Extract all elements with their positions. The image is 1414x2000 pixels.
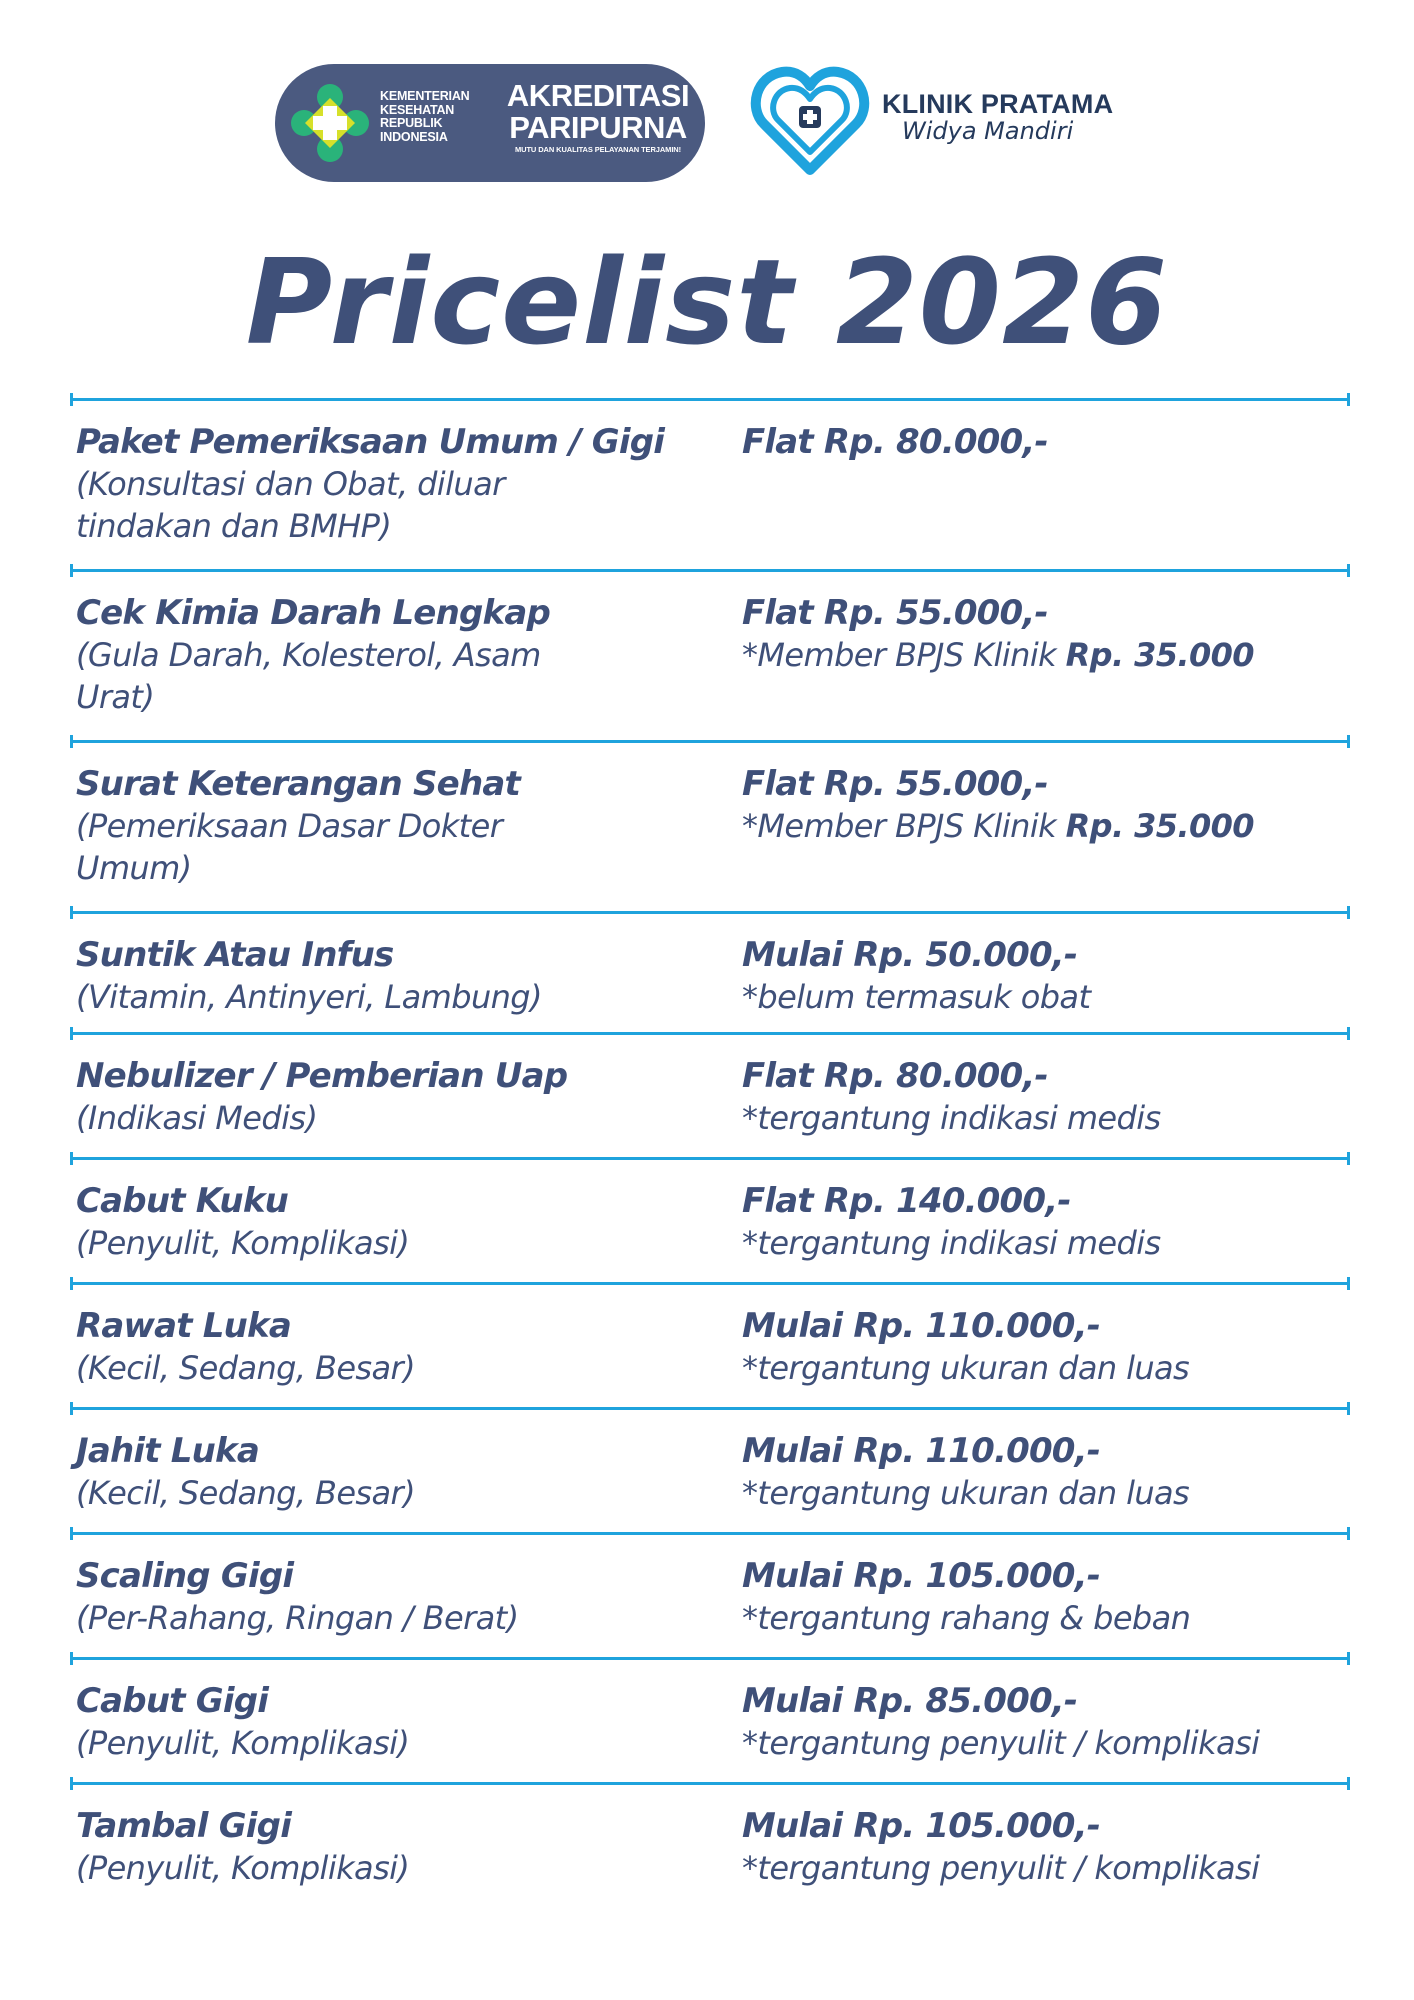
service-name: Cek Kimia Darah Lengkap	[76, 593, 551, 633]
service-info	[76, 1430, 696, 1514]
service-description: Umum)	[76, 849, 192, 887]
service-name: Cabut Gigi	[76, 1681, 269, 1721]
price-note-text: *Member BPJS Klinik	[742, 807, 1066, 845]
service-description: (Kecil, Sedang, Besar)	[76, 1474, 415, 1512]
service-price: Flat Rp. 55.000,-	[742, 593, 1048, 633]
price-info	[742, 1180, 1362, 1264]
service-price: Flat Rp. 140.000,-	[742, 1181, 1071, 1221]
service-name: Suntik Atau Infus	[76, 935, 394, 975]
price-note-text: *tergantung ukuran dan luas	[742, 1349, 1190, 1387]
service-price: Flat Rp. 80.000,-	[742, 1056, 1048, 1096]
service-description: (Indikasi Medis)	[76, 1099, 318, 1137]
price-item	[70, 1410, 1350, 1532]
price-note	[742, 1347, 1362, 1389]
service-name: Jahit Luka	[76, 1431, 259, 1471]
price-note	[742, 1097, 1362, 1139]
price-note-text: *tergantung indikasi medis	[742, 1099, 1161, 1137]
price-info	[742, 1805, 1362, 1889]
service-info	[76, 763, 696, 889]
service-name: Surat Keterangan Sehat	[76, 764, 520, 804]
kemenkes-line-3: REPUBLIK	[380, 116, 443, 130]
kemenkes-line-4: INDONESIA	[380, 129, 448, 144]
header	[0, 0, 1414, 210]
price-note-text: *belum termasuk obat	[742, 978, 1091, 1016]
service-description: tindakan dan BMHP)	[76, 507, 392, 545]
accreditation-text	[498, 80, 698, 155]
price-note	[742, 805, 1362, 847]
price-note-text: *tergantung ukuran dan luas	[742, 1474, 1190, 1512]
price-note	[742, 1222, 1362, 1264]
price-item	[70, 1785, 1350, 1915]
service-price: Mulai Rp. 85.000,-	[742, 1681, 1078, 1721]
member-price: Rp. 35.000	[1065, 807, 1254, 845]
price-item	[70, 401, 1350, 569]
kemenkes-line-1: KEMENTERIAN	[380, 89, 470, 103]
kemenkes-name	[380, 90, 490, 144]
price-note-text: *Member BPJS Klinik	[742, 636, 1066, 674]
price-list	[70, 398, 1350, 1915]
service-price: Flat Rp. 55.000,-	[742, 764, 1048, 804]
price-note	[742, 634, 1362, 676]
price-note	[742, 1597, 1362, 1639]
clinic-subtitle: Widya Mandiri	[902, 117, 1074, 145]
price-info	[742, 1555, 1362, 1639]
service-description: (Penyulit, Komplikasi)	[76, 1224, 410, 1262]
price-note	[742, 1847, 1362, 1889]
service-info	[76, 934, 696, 1018]
price-note-text: *tergantung penyulit / komplikasi	[742, 1724, 1260, 1762]
price-item	[70, 1285, 1350, 1407]
price-note-text: *tergantung indikasi medis	[742, 1224, 1161, 1262]
price-note	[742, 1722, 1362, 1764]
service-description: (Kecil, Sedang, Besar)	[76, 1349, 415, 1387]
member-price: Rp. 35.000	[1065, 636, 1254, 674]
kemenkes-logo-icon	[287, 80, 373, 166]
price-item	[70, 743, 1350, 911]
price-item	[70, 1660, 1350, 1782]
price-item	[70, 1035, 1350, 1157]
price-info	[742, 763, 1362, 847]
service-description: (Vitamin, Antinyeri, Lambung)	[76, 978, 542, 1016]
price-item	[70, 914, 1350, 1032]
service-name: Paket Pemeriksaan Umum / Gigi	[76, 422, 665, 462]
service-name: Scaling Gigi	[76, 1556, 294, 1596]
price-info	[742, 421, 1362, 463]
clinic-name: KLINIK PRATAMA	[882, 89, 1114, 119]
service-price: Mulai Rp. 105.000,-	[742, 1806, 1101, 1846]
price-info	[742, 592, 1362, 676]
service-name: Nebulizer / Pemberian Uap	[76, 1056, 568, 1096]
service-description: (Pemeriksaan Dasar Dokter	[76, 807, 503, 845]
service-price: Mulai Rp. 50.000,-	[742, 935, 1078, 975]
service-name: Cabut Kuku	[76, 1181, 289, 1221]
service-info	[76, 1180, 696, 1264]
service-info	[76, 1305, 696, 1389]
service-name: Tambal Gigi	[76, 1806, 292, 1846]
price-info	[742, 1430, 1362, 1514]
service-price: Mulai Rp. 110.000,-	[742, 1306, 1101, 1346]
service-description: Urat)	[76, 678, 155, 716]
service-name: Rawat Luka	[76, 1306, 291, 1346]
service-info	[76, 1805, 696, 1889]
page-title: Pricelist 2026	[245, 233, 1169, 371]
service-info	[76, 1555, 696, 1639]
service-price: Flat Rp. 80.000,-	[742, 422, 1048, 462]
service-info	[76, 592, 696, 718]
service-description: (Konsultasi dan Obat, diluar	[76, 465, 505, 503]
service-description: (Per-Rahang, Ringan / Berat)	[76, 1599, 519, 1637]
price-note-text: *tergantung rahang & beban	[742, 1599, 1191, 1637]
accreditation-badge	[275, 64, 705, 182]
service-description: (Gula Darah, Kolesterol, Asam	[76, 636, 541, 674]
price-note	[742, 1472, 1362, 1514]
price-info	[742, 1055, 1362, 1139]
accreditation-line-2: PARIPURNA	[509, 110, 687, 145]
service-info	[76, 1055, 696, 1139]
price-item	[70, 1535, 1350, 1657]
service-info	[76, 421, 696, 547]
price-info	[742, 1680, 1362, 1764]
service-price: Mulai Rp. 105.000,-	[742, 1556, 1101, 1596]
price-info	[742, 934, 1362, 1018]
kemenkes-line-2: KESEHATAN	[380, 102, 455, 117]
service-info	[76, 1680, 696, 1764]
price-note	[742, 976, 1362, 1018]
accreditation-line-1: AKREDITASI	[506, 78, 690, 113]
price-item	[70, 1160, 1350, 1282]
price-item	[70, 572, 1350, 740]
service-description: (Penyulit, Komplikasi)	[76, 1849, 410, 1887]
clinic-heart-logo-icon	[750, 62, 870, 180]
price-note-text: *tergantung penyulit / komplikasi	[742, 1849, 1260, 1887]
accreditation-tagline: MUTU DAN KUALITAS PELAYANAN TERJAMIN!	[514, 145, 682, 154]
service-price: Mulai Rp. 110.000,-	[742, 1431, 1101, 1471]
service-description: (Penyulit, Komplikasi)	[76, 1724, 410, 1762]
price-info	[742, 1305, 1362, 1389]
